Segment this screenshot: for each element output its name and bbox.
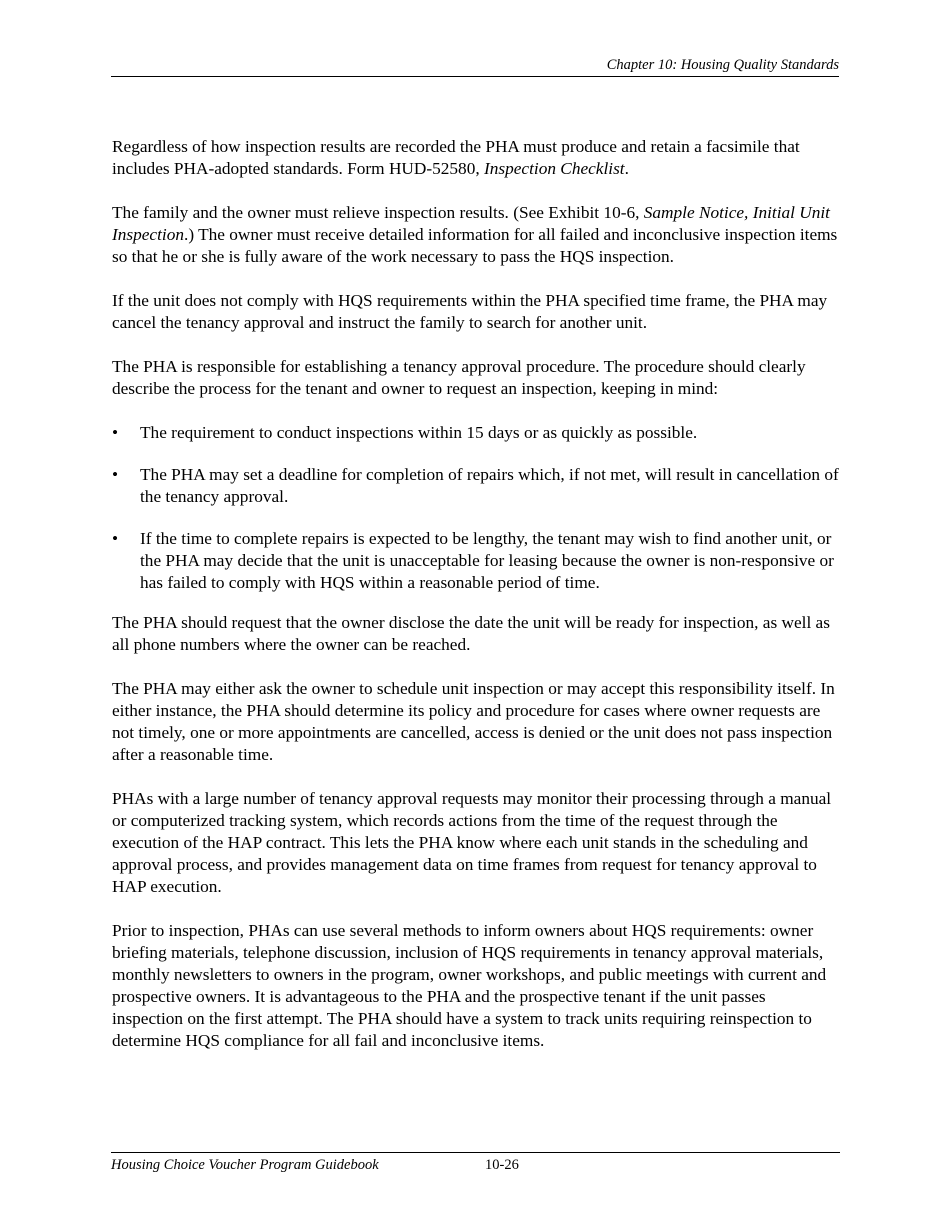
paragraph-text: Regardless of how inspection results are recorded the PHA must produce and retain a facsimile that includes PHA-adopted standards. Form HUD-52580, — [112, 137, 800, 178]
bullet-icon: • — [112, 465, 119, 484]
page-number: 10-26 — [485, 1157, 519, 1173]
paragraph-owner-information: Prior to inspection, PHAs can use several methods to inform owners about HQS requirements: owner briefing materials, telephone discussion, inclusion of HQS requirements in tenancy approval materials, monthly newsletters to owners in the program, owner workshops, and public meetings with current and prospective owners. It is advantageous to the PHA and the prospective tenant if the unit passes inspection on the first attempt. The PHA should have a system to track units requiring reinspection to determine HQS compliance for all fail and inconclusive items. — [112, 921, 827, 1050]
paragraph-scheduling: The PHA may either ask the owner to schedule unit inspection or may accept this responsibility itself. In either instance, the PHA should determine its policy and procedure for cases where owner requests are not timely, one or more appointments are cancelled, access is denied or the unit does not pass inspection after a reasonable time. — [112, 679, 835, 764]
paragraph-tracking-system: PHAs with a large number of tenancy approval requests may monitor their processing through a manual or computerized tracking system, which records actions from the time of the request through the execution of the HAP contract. This lets the PHA know where each unit stands in the scheduling and approval process, and provides management data on time frames from request for tenancy approval to HAP execution. — [112, 789, 832, 896]
bullet-icon: • — [112, 529, 119, 548]
paragraph-ready-date: The PHA should request that the owner disclose the date the unit will be ready for inspection, as well as all phone numbers where the owner can be reached. — [112, 613, 830, 654]
paragraph-text: . — [624, 159, 629, 178]
chapter-title: Chapter 10: Housing Quality Standards — [606, 57, 839, 73]
list-item-text: The PHA may set a deadline for completion of repairs which, if not met, will result in cancellation of the tenancy approval. — [140, 465, 839, 506]
running-footer — [111, 1152, 840, 1175]
running-header — [111, 56, 839, 77]
paragraph-text: .) The owner must receive detailed information for all failed and inconclusive inspection items so that he or she is fully aware of the work necessary to pass the HQS inspection. — [112, 225, 838, 266]
list-item — [112, 464, 840, 508]
list-item-text: If the time to complete repairs is expected to be lengthy, the tenant may wish to find another unit, or the PHA may decide that the unit is unacceptable for leasing because the owner is non-responsive or has failed to comply with HQS within a reasonable period of time. — [140, 529, 834, 592]
bullet-list — [112, 422, 840, 594]
list-item-text: The requirement to conduct inspections within 15 days or as quickly as possible. — [140, 423, 698, 442]
exhibit-title: Sample Notice, Initial Unit Inspection — [112, 203, 830, 244]
paragraph-text: The family and the owner must relieve inspection results. (See Exhibit 10-6, — [112, 203, 644, 222]
body-text — [112, 136, 840, 1074]
list-item — [112, 422, 840, 444]
form-title: Inspection Checklist — [483, 159, 625, 178]
paragraph-approval-procedure: The PHA is responsible for establishing a tenancy approval procedure. The procedure should clearly describe the process for the tenant and owner to request an inspection, keeping in mind: — [112, 357, 806, 398]
paragraph-noncompliance: If the unit does not comply with HQS requirements within the PHA specified time frame, the PHA may cancel the tenancy approval and instruct the family to search for another unit. — [112, 291, 828, 332]
paragraph-inspection-results — [112, 202, 840, 268]
paragraph-facsimile — [112, 136, 840, 180]
bullet-icon: • — [112, 423, 119, 442]
guidebook-title: Housing Choice Voucher Program Guidebook — [111, 1157, 379, 1173]
list-item — [112, 528, 840, 594]
